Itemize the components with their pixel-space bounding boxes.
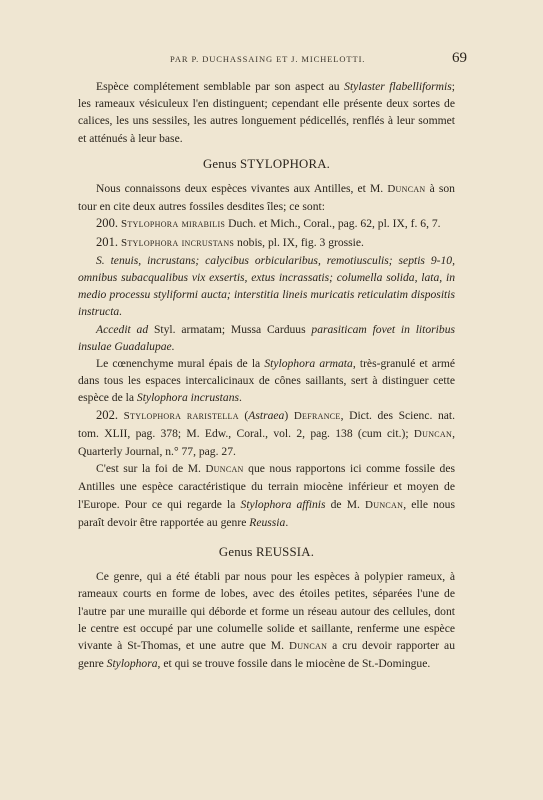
genus-synonym: Astraea [248,408,285,422]
genus-heading-stylophora [78,156,455,173]
diagnosis-text: S. tenuis, incrustans; calycibus orbicularibus, remotiusculis; septis 9-10, omnibus subacqualibus vix exsertis, extus incrassatis; columella solida, lata, in medio processu styliformi aucta; interstitia lineis muricatis reticulatim dispositis instructa. [78,253,455,319]
text-run: parasiticam fovet in litoribus insulae Guadalupae. [78,322,455,353]
species-name: Stylophora mirabilis [120,218,226,231]
species-name: Stylophora raristella [123,409,239,422]
text-run: Ce genre, qui a été établi par nous pour les espèces à polypier rameux, à rameaux courts en forme de lobes, avec des étoiles petites, séparées l'une de l'autre par une muraille qui déborde et forme un réseau autour des cellules, dont le centre est occupé par une columelle solide et saillante, renferme une espèce vivante à St-Thomas, et une autre que M. [78,570,455,653]
text-run: ( [238,408,249,422]
paragraph-reussia [78,568,455,672]
text-run: . [285,515,289,529]
text-run: Nous connaissons deux espèces vivantes aux Antilles, et M. [96,182,388,196]
paragraph-duncan-fossil [78,460,455,531]
paragraph-stylophora-intro [78,180,455,215]
latin-diagnosis [78,252,455,321]
page-header [0,50,543,70]
page-number: 69 [452,50,467,66]
text-run: , Dict. des Scienc. nat. tom. XLII, pag. 378; M. Edw., Coral., vol. 2, pag. 138 (cum cit.); [78,408,456,440]
species-name: Stylophora armata [264,357,353,371]
entry-number: 201. [96,234,119,249]
text-run: nobis, pl. IX, fig. 3 grossie. [234,235,364,249]
species-name: Stylophora affinis [240,497,326,511]
genus-label: Genus [218,545,253,560]
genus-name: Reussia [249,515,286,529]
text-run: a cru devoir rapporter au genre [78,639,455,671]
text-run: C'est sur la foi de M. [96,462,206,476]
text-run: Styl. armatam; Mussa Carduus [148,322,312,336]
author-name: Duncan [387,183,426,196]
species-name: Stylaster flabelliformis [344,80,452,93]
text-body [78,78,455,673]
text-run: de M. [325,497,366,511]
text-run: Le cœnenchyme mural épais de la [96,357,265,371]
author-name: Duncan [288,640,328,653]
text-run: que nous rapportons ici comme fossile des Antilles une espèce caractéristique du terrain miocène inférieur et moyen de l'Europe. Pour ce qui regarde la [78,462,455,511]
text-run: , et qui se trouve fossile dans le miocène de St.-Domingue. [157,657,431,671]
entry-200 [78,215,455,233]
entry-number: 202. [96,407,119,422]
text-run: , très-granulé et armé dans tous les espaces intercalicinaux de cônes saillants, sert à distinguer cette espèce de la [78,357,455,405]
genus-name: Stylophora [106,657,158,671]
text-run: Espèce complétement semblable par son aspect au [96,80,345,93]
genus-label: Genus [202,156,237,171]
text-run: ) [284,408,294,422]
text-run: ; les rameaux vésiculeux l'en distinguent; cependant elle présente deux sortes de calices, les uns sessiles, les autres longuement pédicellés, renflés à leur sommet et atténués à leur base. [78,80,455,145]
text-run: . [239,391,242,405]
text-run: , elle nous paraît devoir être rapportée au genre [78,497,455,529]
paragraph-coenenchyme [78,355,455,407]
latin-accedit [78,321,455,355]
author-name: Defrance [293,409,341,422]
genus-heading-reussia [78,544,455,561]
author-name: Duncan [365,498,404,511]
species-name: Stylophora incrustans [136,391,239,405]
genus-name: REUSSIA. [255,545,315,560]
author-name: Duncan [413,427,453,440]
text-run: Duch. et Mich., Coral., pag. 62, pl. IX, f. 6, 7. [225,217,441,231]
author-name: Duncan [205,463,244,476]
entry-202 [78,407,455,461]
entry-201 [78,234,455,252]
paragraph-stylaster-comparison [78,78,455,147]
text-run: , Quarterly Journal, n.° 77, pag. 27. [78,426,455,459]
text-run: Accedit ad [96,322,149,336]
running-head: PAR P. DUCHASSAING ET J. MICHELOTTI. [170,54,366,64]
species-name: Stylophora incrustans [120,236,235,249]
genus-name: STYLOPHORA. [240,156,331,171]
text-run: à son tour en cite deux autres fossiles desdites îles; ce sont: [78,182,455,214]
entry-number: 200. [96,216,119,231]
